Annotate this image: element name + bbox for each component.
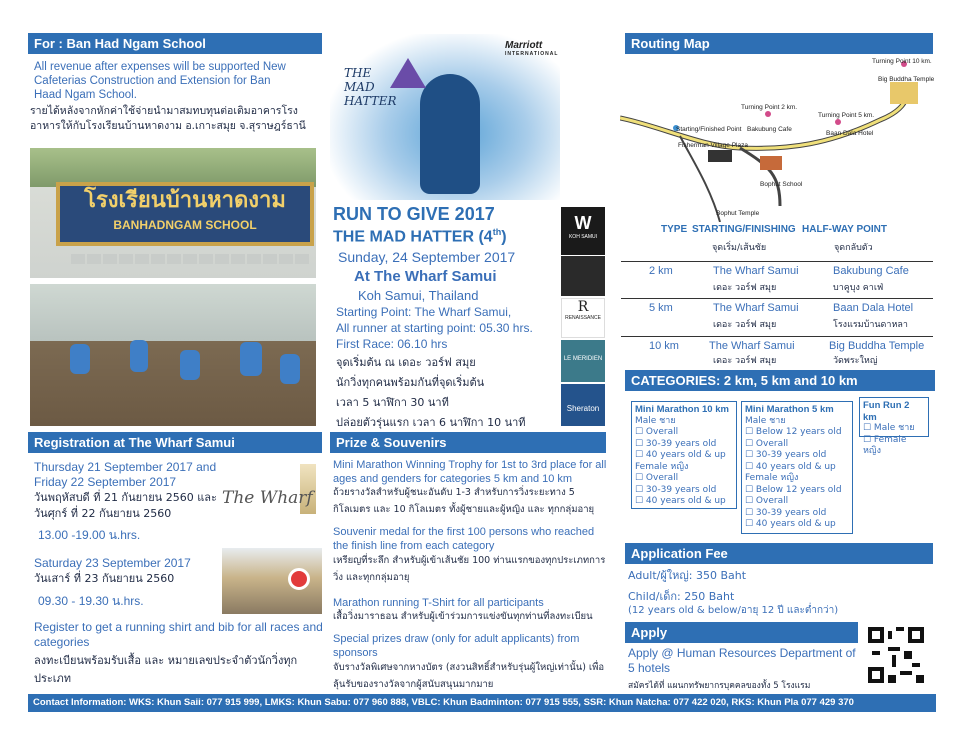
map-label-baan-dala: Baan Dala Hotel xyxy=(826,130,874,137)
prize-4-th: จับรางวัลพิเศษจากหางบัตร (สงวนสิทธิ์สำหรับรุ่นผู้ใหญ่เท่านั้น) เพื่อลุ้นรับของรางวัลจากผู้สนับสนุนมากมาย xyxy=(333,662,605,690)
category-mm5: Mini Marathon 5 km Male ชาย ☐ Below 12 years old ☐ Overall ☐ 30-39 years old ☐ 40 years old & up Female หญิง ☐ Below 12 years old ☐ Overall ☐ 30-39 years old ☐ 40 years old & up xyxy=(741,401,853,534)
school-sign: โรงเรียนบ้านหาดงาม BANHADNGAM SCHOOL xyxy=(56,182,314,246)
prize-3-th: เสื้อวิ่งมาราธอน สำหรับผู้เข้าร่วมการแข่งขันทุกท่านที่ลงทะเบียน xyxy=(333,611,593,622)
start-point: Starting Point: The Wharf Samui, xyxy=(336,305,512,319)
cat-item[interactable]: ☐ 30-39 years old xyxy=(745,507,827,518)
reg-block2-th: วันเสาร์ ที่ 23 กันยายน 2560 xyxy=(34,572,175,585)
category-fun2: Fun Run 2 km ☐ Male ชาย ☐ Female หญิง xyxy=(859,397,929,437)
category-mm10: Mini Marathon 10 km Male ชาย ☐ Overall ☐ 30-39 years old ☐ 40 years old & up Female หญิง ☐ Overall ☐ 30-39 years old ☐ 40 years old & up xyxy=(631,401,737,509)
cat-item[interactable]: Male ชาย xyxy=(745,415,786,426)
event-location: Koh Samui, Thailand xyxy=(358,288,479,303)
route-row-10km: 10 km The Wharf Samui เดอะ วอร์ฟ สมุย Big Buddha Temple วัดพระใหญ่ xyxy=(649,340,925,366)
cat-item[interactable]: ☐ Below 12 years old xyxy=(745,484,842,495)
hero-runner-image xyxy=(330,34,560,200)
apply-header: Apply xyxy=(625,622,858,643)
prize-header: Prize & Souvenirs xyxy=(330,432,606,453)
fee-adult: Adult/ผู้ใหญ่: 350 Baht xyxy=(628,569,747,582)
prize-1-th: ถ้วยรางวัลสำหรับผู้ชนะอันดับ 1-3 สำหรับการวิ่งระยะทาง 5 กิโลเมตร และ 10 กิโลเมตร ทั้งผู้ชายและผู้หญิง และ ทุกกลุ่มอายุ xyxy=(333,487,595,515)
cat-item[interactable]: ☐ 30-39 years old xyxy=(635,484,717,495)
prize-4-en: Special prizes draw (only for adult applicants) from sponsors xyxy=(333,633,580,659)
map-label-turn10: Turning Point 10 km. xyxy=(872,58,932,65)
first-race: First Race: 06.10 hrs xyxy=(336,337,448,351)
school-sign-photo xyxy=(30,148,316,278)
cat-item[interactable]: ☐ Overall xyxy=(745,438,789,449)
map-label-bophut-school: Bophut School xyxy=(760,181,803,188)
reg-block1-th: วันพฤหัสบดี ที่ 21 กันยายน 2560 และ วันศุกร์ ที่ 22 กันยายน 2560 xyxy=(34,491,217,520)
mad-hatter-logo: THE MAD HATTER xyxy=(344,66,397,108)
cat-item[interactable]: ☐ Overall xyxy=(635,473,679,483)
route-row-5km: 5 km The Wharf Samui เดอะ วอร์ฟ สมุย Baan Dala Hotel โรงแรมบ้านดาหลา xyxy=(621,299,933,337)
event-venue: At The Wharf Samui xyxy=(354,268,497,285)
route-header-type: TYPE xyxy=(661,224,688,235)
location-pin-icon xyxy=(288,568,310,590)
fee-header: Application Fee xyxy=(625,543,933,564)
hotel-logo-w: W KOH SAMUI xyxy=(561,207,605,255)
intro-en: All revenue after expenses will be supported New Cafeterias Construction and Extension for Ban Haad Ngam School. xyxy=(34,61,286,101)
event-date: Sunday, 24 September 2017 xyxy=(338,249,516,265)
map-label-bophut-temple: Bophut Temple xyxy=(716,210,760,217)
event-th-2: นักวิ่งทุกคนพร้อมกันที่จุดเริ่มต้น xyxy=(336,376,485,389)
route-header-half: HALF-WAY POINT xyxy=(802,224,888,235)
cat-item[interactable]: ☐ Female หญิง xyxy=(863,434,907,456)
contact-footer: Contact Information: WKS: Khun Saii: 077 915 999, LMKS: Khun Sabu: 077 960 888, VBLC: Khun Badminton: 077 915 555, SSR: Khun Natcha: 077 422 020, RKS: Khun Pla 077 429 370 xyxy=(28,694,936,712)
hotel-logo-sheraton: Sheraton xyxy=(561,384,605,426)
route-row-2km: 2 km The Wharf Samui เดอะ วอร์ฟ สมุย Bakubung Cafe บาคูบุง คาเฟ่ xyxy=(621,261,933,299)
map-label-bakubung: Bakubung Cafe xyxy=(747,126,792,133)
cat-item[interactable]: Female หญิง xyxy=(635,461,689,472)
cat-item[interactable]: ☐ Below 12 years old xyxy=(745,427,842,437)
reg-block1-time: 13.00 -19.00 น.hrs. xyxy=(38,528,141,542)
runner-time: All runner at starting point: 05.30 hrs. xyxy=(336,321,533,335)
cat-item[interactable]: ☐ 40 years old & up xyxy=(745,519,836,529)
map-label-big-buddha: Big Buddha Temple xyxy=(878,76,935,83)
wharf-storefront-photo xyxy=(222,548,322,614)
cat-item[interactable]: ☐ 30-39 years old xyxy=(635,438,717,449)
reg-block2-time: 09.30 - 19.30 น.hrs. xyxy=(38,594,144,608)
wharf-logo: The Wharf xyxy=(222,464,322,524)
route-header-half-th: จุดกลับตัว xyxy=(834,243,873,253)
categories-header: CATEGORIES: 2 km, 5 km and 10 km xyxy=(625,370,935,391)
route-header-start-th: จุดเริ่ม/เส้นชัย xyxy=(712,243,767,253)
runner-silhouette xyxy=(420,74,480,194)
event-title-1: RUN TO GIVE 2017 xyxy=(333,204,495,224)
wall-pattern xyxy=(70,252,310,274)
apply-line: Apply @ Human Resources Department of 5 hotels xyxy=(628,646,856,675)
prize-3-en: Marathon running T-Shirt for all participants xyxy=(333,597,544,609)
cat-item[interactable]: ☐ 40 years old & up xyxy=(745,461,836,472)
event-th-4: ปล่อยตัวรุ่นแรก เวลา 6 นาฬิกา 10 นาที xyxy=(336,416,526,429)
cat-item[interactable]: ☐ 30-39 years old xyxy=(745,450,827,460)
school-header: For : Ban Had Ngam School xyxy=(28,33,322,54)
map-label-start: Starting/Finished Point xyxy=(676,126,742,133)
hotel-logo-vana xyxy=(561,256,605,296)
marriott-logo: Marriott INTERNATIONAL xyxy=(505,40,559,57)
route-header-start: STARTING/FINISHING xyxy=(692,224,796,235)
hotel-logo-renaissance: R RENAISSANCE xyxy=(561,298,605,338)
cat-item[interactable]: ☐ Male ชาย xyxy=(863,423,915,433)
classroom-photo xyxy=(30,284,316,426)
reg-block2-en: Saturday 23 September 2017 xyxy=(34,556,191,570)
prize-1-en: Mini Marathon Winning Trophy for 1st to 3rd place for all ages and genders for categories 5 km and 10 km xyxy=(333,459,607,485)
event-th-1: จุดเริ่มต้น ณ เดอะ วอร์ฟ สมุย xyxy=(336,356,476,369)
prize-2-en: Souvenir medal for the first 100 persons who reached the finish line from each category xyxy=(333,526,595,552)
event-th-3: เวลา 5 นาฬิกา 30 นาที xyxy=(336,396,449,409)
intro-th: รายได้หลังจากหักค่าใช้จ่ายนำมาสมทบทุนต่อเติมอาคารโรง อาหารให้กับโรงเรียนบ้านหาดงาม อ.เกาะสมุย จ.สุราษฎร์ธานี xyxy=(30,105,306,132)
fee-child: Child/เด็ก: 250 Baht xyxy=(628,590,735,603)
register-th: ลงทะเบียนพร้อมรับเสื้อ และ หมายเลขประจำตัวนักวิ่งทุกประเภท xyxy=(34,654,298,685)
cat-item[interactable]: ☐ 40 years old & up xyxy=(635,496,726,506)
register-en: Register to get a running shirt and bib for all races and categories xyxy=(34,620,323,649)
cat-item[interactable]: Female หญิง xyxy=(745,473,799,483)
fee-child-note: (12 years old & below/อายุ 12 ปี และต่ำกว่า) xyxy=(628,605,839,616)
cat-item[interactable]: ☐ 40 years old & up xyxy=(635,450,726,460)
cat-item[interactable]: ☐ Overall xyxy=(745,496,789,506)
map-label-turn2: Turning Point 2 km. xyxy=(741,104,798,111)
map-label-turn5: Turning Point 5 km. xyxy=(818,112,875,119)
cat-item[interactable]: Male ชาย xyxy=(635,415,676,426)
apply-line-th: สมัครได้ที่ แผนกทรัพยากรบุคคลของทั้ง 5 โรงแรม xyxy=(628,681,811,691)
map-label-fisherman: Fisherman Village Plaza xyxy=(678,142,748,149)
map-header: Routing Map xyxy=(625,33,933,54)
hat-icon xyxy=(390,58,426,88)
registration-header: Registration at The Wharf Samui xyxy=(28,432,322,453)
reg-block1-en: Thursday 21 September 2017 and Friday 22 September 2017 xyxy=(34,460,217,489)
event-title-2: THE MAD HATTER (4th) xyxy=(333,227,507,246)
prize-2-th: เหรียญที่ระลึก สำหรับผู้เข้าเส้นชัย 100 ท่านแรกของทุกประเภทการวิ่ง และทุกกลุ่มอายุ xyxy=(333,555,606,583)
qr-code[interactable] xyxy=(868,627,924,683)
cat-item[interactable]: ☐ Overall xyxy=(635,427,679,437)
hotel-logo-le-meridien: LE MERIDIEN xyxy=(561,340,605,382)
